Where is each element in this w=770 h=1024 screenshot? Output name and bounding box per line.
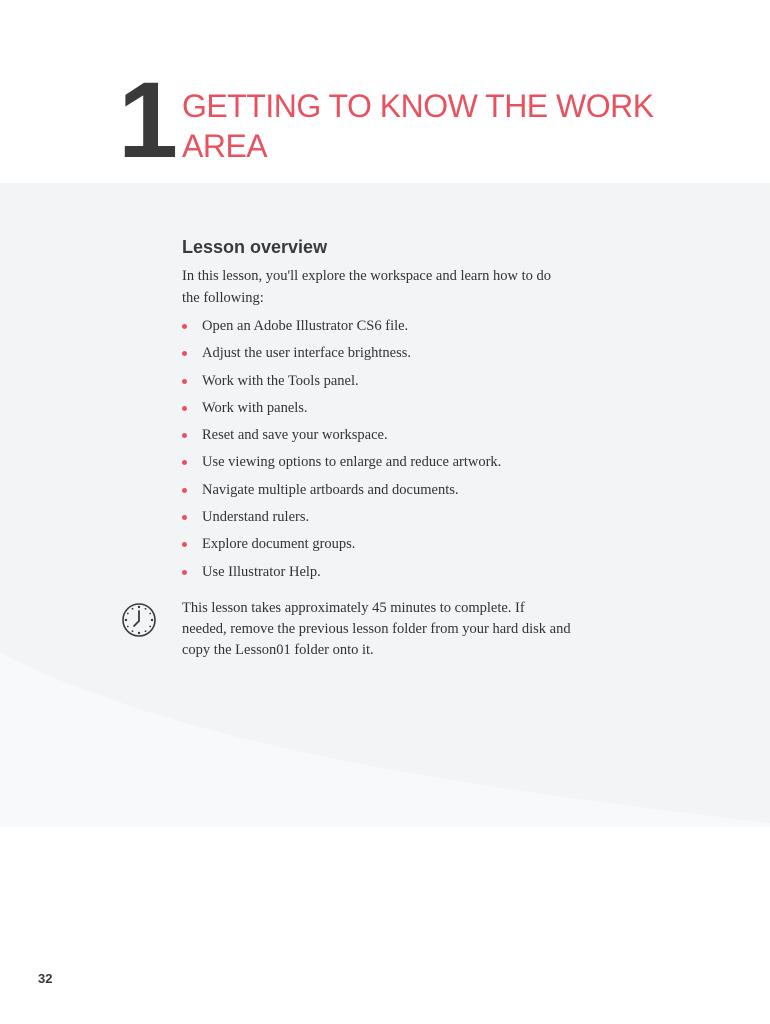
bullet-dot bbox=[182, 379, 187, 384]
list-item-text: Adjust the user interface brightness. bbox=[202, 345, 411, 362]
list-item bbox=[182, 531, 582, 558]
bullet-dot bbox=[182, 570, 187, 575]
list-item-text: Understand rulers. bbox=[202, 509, 310, 526]
lesson-objectives-list bbox=[182, 313, 582, 586]
bullet-dot bbox=[182, 324, 187, 329]
bullet-dot bbox=[182, 460, 187, 465]
list-item-text: Navigate multiple artboards and documents. bbox=[202, 481, 459, 498]
list-item bbox=[182, 313, 582, 340]
list-item bbox=[182, 422, 582, 449]
list-item-text: Reset and save your workspace. bbox=[202, 427, 388, 444]
chapter-number: 1 bbox=[118, 59, 175, 180]
lesson-heading: Lesson overview bbox=[182, 237, 328, 257]
list-item-text: Explore document groups. bbox=[202, 536, 356, 553]
page-number: 32 bbox=[38, 971, 53, 986]
bullet-dot bbox=[182, 351, 187, 356]
bullet-dot bbox=[182, 488, 187, 493]
time-note: This lesson takes approximately 45 minutes to complete. If needed, remove the previous lesson folder from your hard disk and copy the Lesson01 folder onto it. bbox=[182, 600, 571, 658]
list-item bbox=[182, 477, 582, 504]
list-item bbox=[182, 449, 582, 476]
list-item bbox=[182, 395, 582, 422]
lesson-intro: In this lesson, you'll explore the workspace and learn how to do the following: bbox=[182, 268, 552, 306]
list-item bbox=[182, 504, 582, 531]
list-item-text: Open an Adobe Illustrator CS6 file. bbox=[202, 318, 409, 334]
chapter-title: GETTING TO KNOW THE WORK AREA bbox=[182, 88, 654, 164]
list-item-text: Work with the Tools panel. bbox=[202, 372, 359, 389]
list-item-text: Work with panels. bbox=[202, 399, 308, 416]
bullet-dot bbox=[182, 515, 187, 520]
list-item bbox=[182, 368, 582, 395]
list-item bbox=[182, 559, 582, 586]
bullet-dot bbox=[182, 433, 187, 438]
list-item-text: Use Illustrator Help. bbox=[202, 563, 321, 580]
clock-icon bbox=[121, 602, 157, 638]
bullet-dot bbox=[182, 406, 187, 411]
list-item-text: Use viewing options to enlarge and reduce artwork. bbox=[202, 454, 502, 471]
list-item bbox=[182, 340, 582, 367]
bullet-dot bbox=[182, 542, 187, 547]
